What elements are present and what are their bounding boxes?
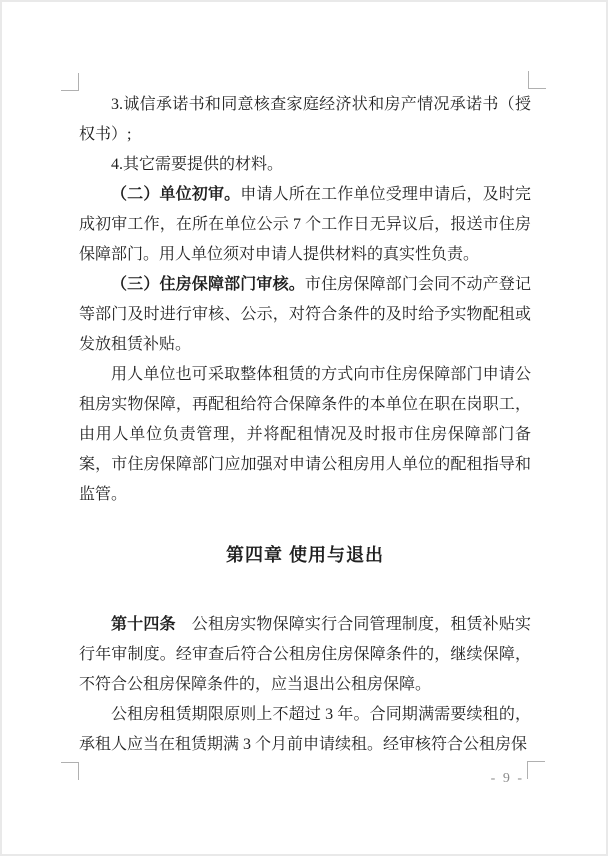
text-run: 公租房租赁期限原则上不超过 3 年。合同期满需要续租的，承租人应当在租赁期满 3 个月前申请续租。经审核符合公租房保 [79,706,531,753]
paragraph [79,700,531,760]
text-run: 3.诚信承诺书和同意核查家庭经济状和房产情况承诺书（授权书）; [79,96,531,143]
crop-mark-top-right-icon [528,71,546,89]
text-run: 申请人所在工作单位受理申请后，及时完成初审工作，在所在单位公示 7 个工作日无异议后，报送市住房保障部门。用人单位须对申请人提供材料的真实性负责。 [79,186,531,263]
bold-text-run: 第十四条 [111,616,176,633]
paragraph [79,150,531,180]
paragraph [79,180,531,270]
bold-text-run: （二）单位初审。 [111,186,241,203]
bold-text-run: 第四章 使用与退出 [225,545,384,565]
text-run: 公租房实物保障实行合同管理制度，租赁补贴实行年审制度。经审查后符合公租房住房保障条件的，继续保障，不符合公租房保障条件的，应当退出公租房保障。 [79,616,531,693]
paragraph [79,360,531,510]
crop-mark-top-left-icon [61,73,79,91]
text-run: 市住房保障部门会同不动产登记等部门及时进行审核、公示，对符合条件的及时给予实物配租或发放租赁补贴。 [79,276,531,353]
chapter-heading [79,540,531,570]
page-number: - 9 - [490,771,524,786]
document-body [79,90,531,760]
document-page [2,2,606,854]
paragraph [79,90,531,150]
text-run: 4.其它需要提供的材料。 [111,156,284,173]
crop-mark-bottom-left-icon [61,762,79,780]
text-run: 用人单位也可采取整体租赁的方式向市住房保障部门申请公租房实物保障，再配租给符合保障条件的本单位在职在岗职工，由用人单位负责管理，并将配租情况及时报市住房保障部门备案，市住房保障部门应加强对申请公租房用人单位的配租指导和监管。 [79,366,531,503]
bold-text-run: （三）住房保障部门审核。 [111,276,305,293]
paragraph [79,610,531,700]
crop-mark-bottom-right-icon [527,761,545,779]
paragraph [79,270,531,360]
